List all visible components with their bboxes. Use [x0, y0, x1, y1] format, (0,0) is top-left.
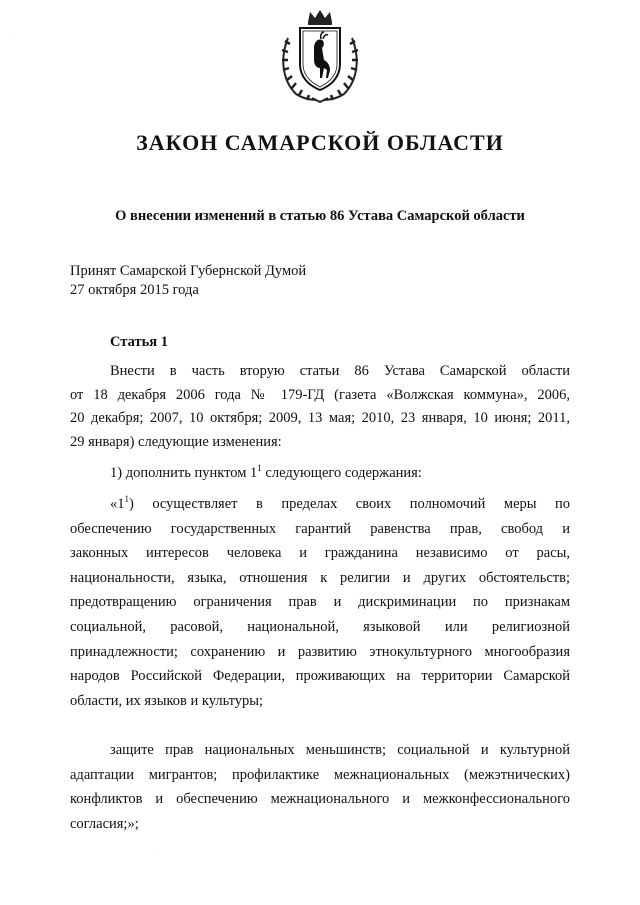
protection-provision-line: согласия;»; [70, 815, 139, 832]
quoted-provision-line: области, их языков и культуры; [70, 692, 264, 709]
quoted-provision-line: предотвращению ограничения прав и дискриминации по признакам [70, 594, 570, 611]
quoted-provision-line: обеспечению государственных гарантий равенства прав, свобод и [70, 520, 570, 537]
scan-artifact: · [153, 846, 155, 852]
law-title: ЗАКОН САМАРСКОЙ ОБЛАСТИ [136, 130, 504, 155]
scan-artifact: · [12, 34, 14, 40]
quote-open: «1 [110, 496, 125, 512]
article-intro-line: от 18 декабря 2006 года № 179-ГД (газета «Волжская коммуна», 2006, [70, 386, 570, 403]
article-intro-line: 20 декабря; 2007, 10 октября; 2009, 13 мая; 2010, 23 января, 10 июня; 2011, [70, 410, 570, 426]
law-subject: О внесении изменений в статью 86 Устава Самарской области [115, 208, 525, 224]
adoption-block [70, 262, 306, 300]
quoted-provision-line: национальности, языка, отношения к религии и других обстоятельств; [70, 569, 570, 586]
adoption-body: Принят Самарской Губернской Думой [70, 263, 307, 279]
item-1-suffix: следующего содержания: [261, 465, 422, 481]
protection-provision-line: защите прав национальных меньшинств; социальной и культурной [110, 742, 570, 758]
coat-of-arms-emblem [278, 8, 362, 104]
item-1-prefix: 1) дополнить пунктом 1 [110, 465, 258, 481]
item-1-superscript: 1 [257, 463, 262, 474]
quoted-provision-line: народов Российской Федерации, проживающих на территории Самарской [70, 668, 570, 685]
adoption-date: 27 октября 2015 года [70, 282, 199, 298]
article-heading: Статья 1 [110, 334, 168, 350]
quoted-provision-line: социальной, расовой, национальной, языковой или религиозной [70, 618, 570, 635]
quoted-provision [70, 492, 570, 713]
quote-superscript: 1 [124, 494, 129, 505]
item-1 [110, 465, 422, 482]
article-intro [70, 360, 570, 454]
protection-provision-line: адаптации мигрантов; профилактике межнациональных (межэтнических) [70, 766, 570, 783]
protection-provision [70, 738, 570, 836]
quoted-provision-line [70, 492, 570, 517]
protection-provision-line: конфликтов и обеспечению межнационального и межконфессионального [70, 791, 570, 807]
article-intro-line: Внести в часть вторую статьи 86 Устава Самарской области [110, 363, 570, 379]
quote-first-rest: ) осуществляет в пределах своих полномочий меры по [129, 496, 570, 512]
quoted-provision-line: законных интересов человека и гражданина независимо от расы, [70, 545, 570, 562]
quoted-provision-line: принадлежности; сохранению и развитию этнокультурного многообразия [70, 643, 570, 660]
article-intro-line: 29 января) следующие изменения: [70, 433, 282, 450]
